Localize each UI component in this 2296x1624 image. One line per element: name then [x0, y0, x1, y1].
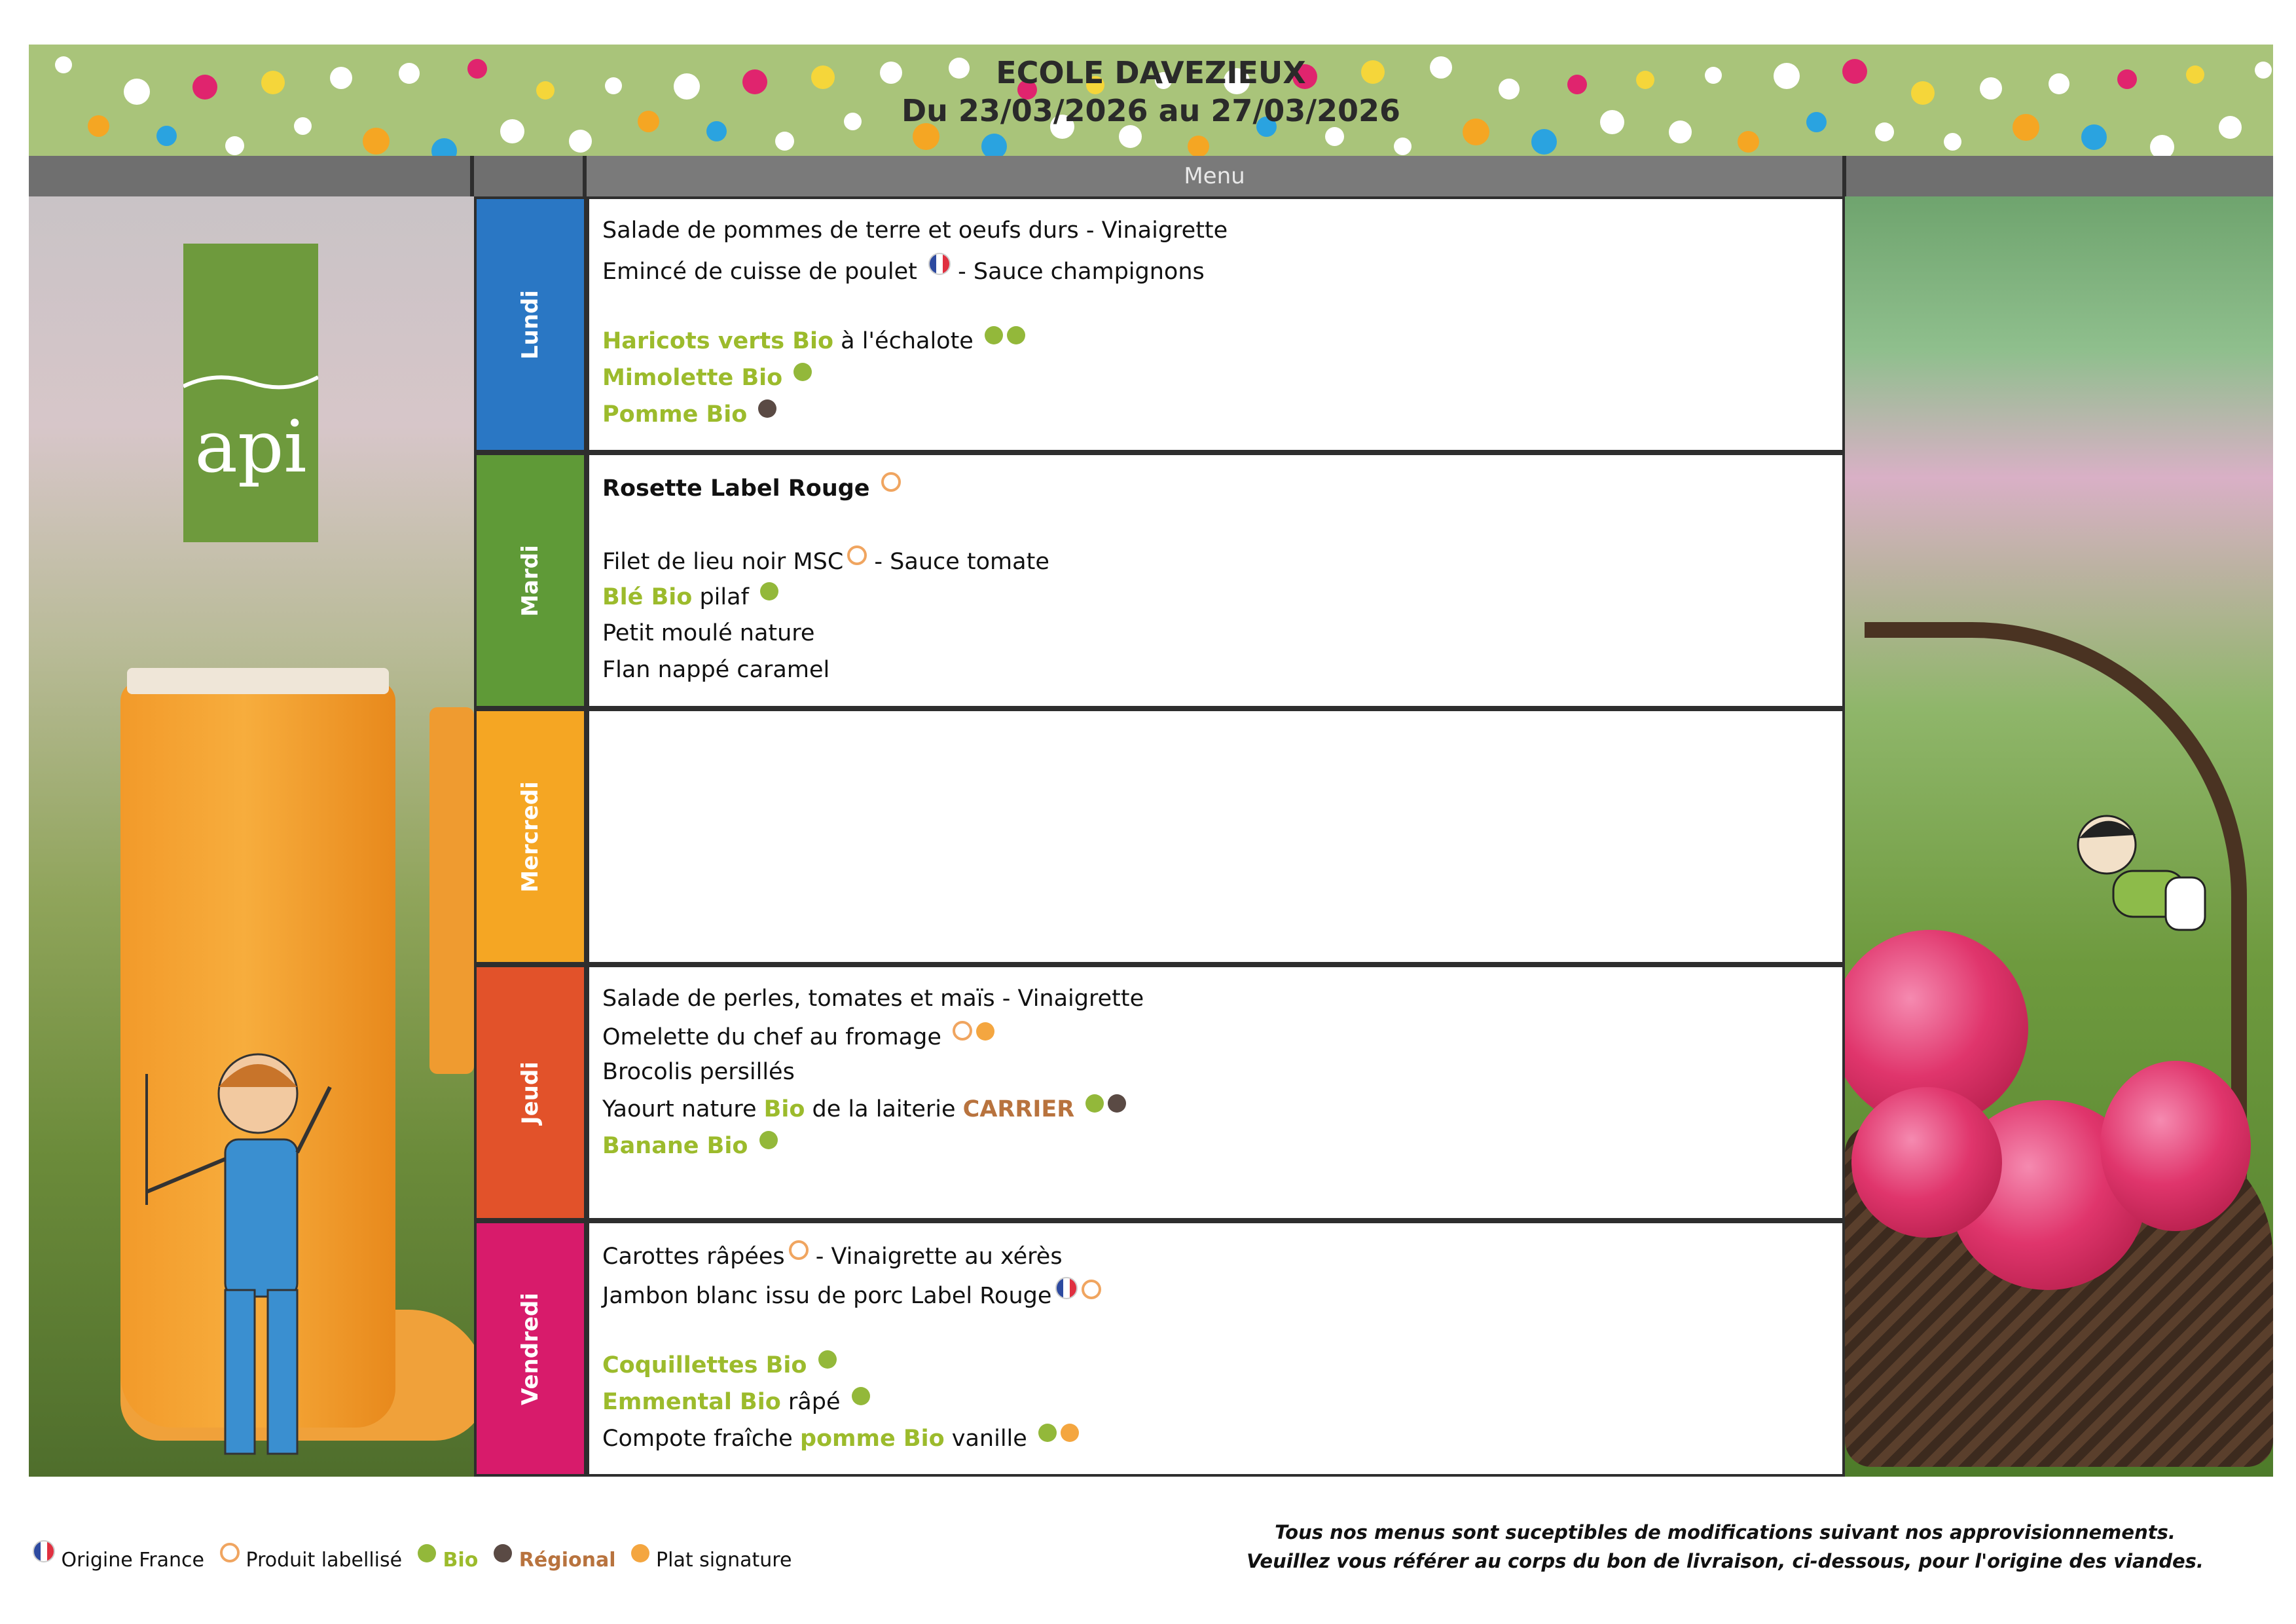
legend-label: Produit labellisé	[239, 1549, 403, 1572]
menu-item	[602, 1094, 1126, 1124]
menu-text	[747, 401, 754, 428]
polka-dot	[431, 138, 457, 156]
bio-icon	[793, 363, 812, 381]
legend-item	[490, 1549, 615, 1572]
label-icon	[220, 1543, 240, 1562]
menu-item	[602, 545, 1049, 576]
menu-item	[602, 1277, 1101, 1310]
label-icon	[1082, 1280, 1101, 1299]
day-cell-vendredi	[474, 1221, 587, 1477]
legend-label: Origine France	[55, 1549, 204, 1572]
polka-dot	[775, 132, 794, 151]
menu-period: Du 23/03/2026 au 27/03/2026	[901, 93, 1401, 128]
label-icon	[789, 1240, 809, 1260]
band-separator	[1842, 156, 1846, 196]
menu-item	[602, 363, 812, 392]
polka-dot	[1738, 131, 1759, 153]
menu-text: Emmental Bio	[602, 1389, 781, 1415]
menu-column-header: Menu	[587, 156, 1842, 196]
day-label: Mardi	[517, 544, 543, 617]
header-banner	[29, 45, 2273, 156]
legend-item	[29, 1549, 204, 1572]
polka-dot	[1944, 133, 1961, 151]
disclaimer	[1231, 1518, 2219, 1576]
menu-item	[602, 1424, 1079, 1453]
menu-text: Compote fraîche	[602, 1426, 800, 1452]
menu-item	[602, 1240, 1063, 1271]
menu-text: Salade de perles, tomates et maïs - Vinaigrette	[602, 986, 1144, 1012]
menu-text	[782, 365, 790, 391]
gardener-child-illustration	[134, 1035, 382, 1477]
legend-item	[627, 1549, 792, 1572]
menu-text: Salade de pommes de terre et oeufs durs - Vinaigrette	[602, 217, 1228, 244]
label-icon	[847, 545, 867, 565]
menu-text: pilaf	[692, 584, 757, 610]
menu-item	[602, 984, 1144, 1013]
disclaimer-line-2: Veuillez vous référer au corps du bon de livraison, ci-dessous, pour l'origine des viandes.	[1247, 1550, 2204, 1572]
signature-icon	[976, 1022, 994, 1041]
menu-text	[748, 1133, 755, 1159]
legend-label: Bio	[436, 1549, 479, 1572]
menu-text: Yaourt nature	[602, 1096, 764, 1122]
day-label: Mercredi	[517, 781, 543, 893]
label-icon	[953, 1021, 972, 1041]
menu-text	[870, 475, 877, 502]
school-name: ECOLE DAVEZIEUX	[996, 55, 1306, 90]
bio-icon	[760, 582, 778, 600]
day-cell-mardi	[474, 452, 587, 709]
menu-text: CARRIER	[962, 1096, 1075, 1122]
bio-icon	[818, 1350, 837, 1369]
legend-item	[216, 1549, 402, 1572]
logo-wave	[183, 368, 318, 394]
polka-dot	[1325, 127, 1344, 146]
menu-text: Coquillettes Bio	[602, 1352, 807, 1378]
menu-item	[602, 655, 829, 684]
apple	[1851, 1087, 2002, 1238]
bio-icon	[759, 1131, 778, 1149]
menu-item	[602, 1131, 778, 1160]
day-cell-jeudi	[474, 965, 587, 1221]
bio-icon	[1085, 1094, 1104, 1113]
signature-icon	[631, 1544, 649, 1562]
right-decorative-photo	[1845, 196, 2273, 1477]
api-logo	[183, 244, 318, 542]
bio-icon	[418, 1544, 436, 1562]
day-label: Jeudi	[517, 1061, 543, 1124]
menu-item	[602, 1058, 795, 1086]
polka-dot	[981, 134, 1007, 156]
menu-item	[602, 472, 901, 503]
apple	[2100, 1061, 2251, 1231]
menu-item	[602, 582, 778, 612]
menu-text: Pomme Bio	[602, 401, 748, 428]
menu-text: pomme Bio	[799, 1426, 945, 1452]
menu-text: - Sauce champignons	[950, 259, 1205, 285]
menu-text: Flan nappé caramel	[602, 657, 830, 683]
legend-label: Régional	[512, 1549, 616, 1572]
header-title	[29, 54, 2273, 130]
menu-text: Blé Bio	[602, 584, 693, 610]
bio-icon	[1007, 326, 1025, 344]
bio-icon	[985, 326, 1003, 344]
regional-icon	[494, 1544, 512, 1562]
menu-item	[602, 1350, 837, 1380]
menu-text: Mimolette Bio	[602, 365, 783, 391]
regional-icon	[758, 399, 776, 418]
menu-item	[602, 216, 1228, 245]
legend-item	[414, 1549, 478, 1572]
menu-text: Emincé de cuisse de poulet	[602, 259, 924, 285]
menu-text: Brocolis persillés	[602, 1059, 795, 1085]
menu-text: de la laiterie	[805, 1096, 963, 1122]
day-label: Lundi	[517, 289, 543, 360]
legend-label: Plat signature	[649, 1549, 792, 1572]
day-cell-lundi	[474, 196, 587, 452]
polka-dot	[569, 130, 592, 153]
menu-item	[602, 399, 776, 429]
signature-icon	[1061, 1424, 1079, 1442]
polka-dot	[1531, 129, 1557, 155]
france-flag-icon	[928, 253, 951, 275]
menu-text: râpé	[780, 1389, 848, 1415]
menu-text: vanille	[944, 1426, 1034, 1452]
menu-text	[807, 1352, 814, 1378]
disclaimer-line-1: Tous nos menus sont suceptibles de modifications suivant nos approvisionnements.	[1275, 1521, 2176, 1543]
left-decorative-photo	[29, 196, 474, 1477]
menu-item	[602, 619, 814, 648]
bio-icon	[1038, 1424, 1057, 1442]
menu-text: Rosette Label Rouge	[602, 475, 870, 502]
polka-dot	[1394, 138, 1412, 155]
day-cell-mercredi	[474, 709, 587, 965]
france-flag-icon	[1055, 1277, 1078, 1299]
menu-text: Haricots verts Bio	[602, 328, 833, 354]
menu-text: Carottes râpées	[602, 1244, 785, 1270]
menu-text: Filet de lieu noir MSC	[602, 549, 844, 575]
menu-text: Bio	[763, 1096, 805, 1122]
menu-text: Omelette du chef au fromage	[602, 1024, 949, 1050]
polka-dot	[225, 136, 244, 155]
polka-dot	[1188, 136, 1209, 156]
menu-text: à l'échalote	[833, 328, 981, 354]
label-icon	[881, 472, 901, 492]
menu-cell-mercredi	[587, 709, 1845, 965]
menu-item	[602, 253, 1205, 286]
menu-text: - Sauce tomate	[867, 549, 1049, 575]
menu-text: - Vinaigrette au xérès	[808, 1244, 1063, 1270]
rain-boot-rim	[127, 668, 389, 694]
polka-dot	[2150, 135, 2174, 156]
france-flag-icon	[33, 1540, 55, 1562]
menu-cell-lundi	[587, 196, 1845, 452]
menu-text: Banane Bio	[602, 1133, 748, 1159]
regional-icon	[1108, 1094, 1126, 1113]
menu-cell-mardi	[587, 452, 1845, 709]
band-separator	[470, 156, 474, 196]
polka-dot	[363, 128, 390, 155]
menu-item	[602, 1021, 994, 1052]
menu-item	[602, 326, 1025, 356]
bio-icon	[852, 1387, 870, 1405]
logo-text: api	[194, 405, 307, 489]
menu-text	[1074, 1096, 1082, 1122]
menu-item	[602, 1387, 870, 1416]
menu-text: Jambon blanc issu de porc Label Rouge	[602, 1283, 1052, 1309]
rain-boot-back	[429, 707, 474, 1074]
icon-legend	[29, 1540, 803, 1572]
menu-text: Petit moulé nature	[602, 620, 815, 646]
menu-cell-vendredi	[587, 1221, 1845, 1477]
day-label: Vendredi	[517, 1292, 543, 1405]
climbing-child-illustration	[2068, 799, 2225, 969]
menu-cell-jeudi	[587, 965, 1845, 1221]
table-header-band	[29, 156, 2273, 196]
